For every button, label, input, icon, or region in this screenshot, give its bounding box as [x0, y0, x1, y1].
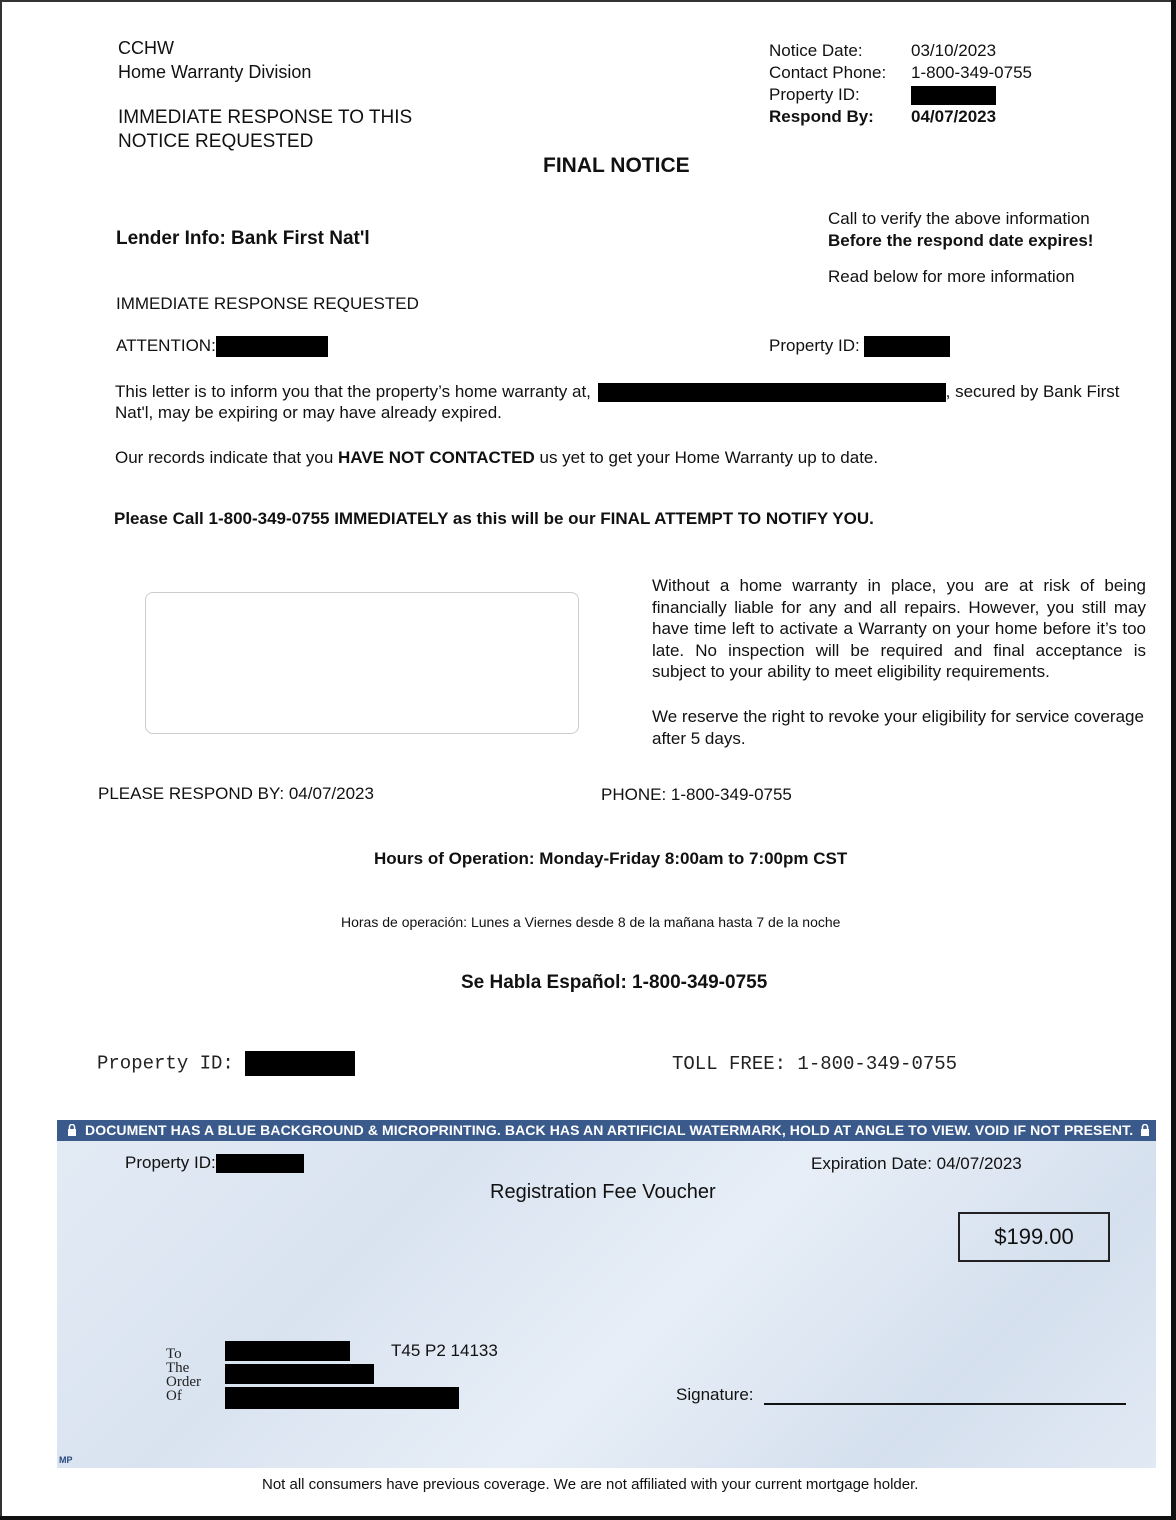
property-id-label-2: Property ID: [769, 336, 860, 355]
p2-emphasis: HAVE NOT CONTACTED [338, 448, 535, 467]
pay-to-order-label [166, 1347, 201, 1403]
page-edge-top [0, 0, 1176, 2]
registration-voucher [57, 1120, 1156, 1468]
p1-text-a: This letter is to inform you that the property’s home warranty at, [115, 382, 591, 401]
verify-block [828, 208, 1093, 288]
redacted-stub-property-id [245, 1051, 355, 1076]
redacted-recipient [216, 336, 328, 357]
stub-property-id-label: Property ID: [97, 1052, 234, 1075]
page-title: FINAL NOTICE [543, 154, 690, 177]
lender-info: Lender Info: Bank First Nat'l [116, 228, 370, 249]
property-id-label: Property ID: [769, 85, 860, 104]
redacted-property-id-2 [864, 336, 950, 357]
notice-info [769, 40, 1032, 128]
address-window [145, 592, 579, 734]
risk-paragraph: Without a home warranty in place, you are at risk of being financially liable for any and all repairs. However, you still may have time left to activate a Warranty on your home before it’s too late. No inspection will be required and final acceptance is subject to your ability to meet eligibility requirements. [652, 576, 1146, 681]
lock-icon [67, 1124, 77, 1136]
micro-print-mark: MP [59, 1455, 73, 1465]
attention-line [116, 336, 328, 357]
page-edge-right [1171, 0, 1176, 1520]
stub-toll-free: TOLL FREE: 1-800-349-0755 [672, 1053, 958, 1075]
respond-by-line: PLEASE RESPOND BY: 04/07/2023 [98, 784, 374, 803]
paragraph-records [115, 447, 1150, 468]
voucher-property-id [125, 1153, 304, 1173]
revoke-paragraph: We reserve the right to revoke your eligibility for service coverage after 5 days. [652, 707, 1144, 748]
security-band-text: DOCUMENT HAS A BLUE BACKGROUND & MICROPRINTING. BACK HAS AN ARTIFICIAL WATERMARK, HOLD AT ANGLE TO VIEW. VOID IF NOT PRESENT. [85, 1122, 1134, 1138]
contact-phone-label: Contact Phone: [769, 63, 887, 82]
page-edge-left [0, 0, 2, 1520]
verify-line-1: Call to verify the above information [828, 209, 1090, 228]
order-label: Order [166, 1374, 201, 1390]
immediate-notice [118, 106, 412, 154]
voucher-title: Registration Fee Voucher [490, 1181, 716, 1203]
page-edge-bottom [0, 1516, 1176, 1520]
stub-property-id [97, 1051, 355, 1076]
the-label: The [166, 1360, 190, 1376]
of-label: Of [166, 1388, 182, 1404]
signature-label: Signature: [676, 1385, 754, 1404]
redacted-payee-line-2 [225, 1364, 374, 1384]
lock-icon [1140, 1124, 1150, 1136]
notice-date-label: Notice Date: [769, 41, 863, 60]
footer-disclaimer: Not all consumers have previous coverage. We are not affiliated with your current mortgage holder. [262, 1476, 919, 1493]
spanish-phone: Se Habla Español: 1-800-349-0755 [461, 972, 768, 993]
p2-text-c: us yet to get your Home Warranty up to date. [534, 448, 879, 467]
redacted-voucher-property-id [216, 1154, 304, 1173]
verify-line-2: Before the respond date expires! [828, 231, 1094, 250]
to-label: To [166, 1346, 182, 1362]
property-id-line [769, 336, 950, 357]
respond-by-label: Respond By: [769, 107, 874, 126]
p1-text-b: , secured by Bank First [945, 382, 1120, 401]
voucher-property-id-label: Property ID: [125, 1153, 216, 1172]
security-band [57, 1120, 1156, 1141]
immediate-response: IMMEDIATE RESPONSE REQUESTED [116, 294, 419, 313]
redacted-payee-line-1 [225, 1341, 350, 1361]
attention-label: ATTENTION: [116, 336, 216, 355]
signature-line [764, 1403, 1126, 1405]
redacted-property-id [911, 86, 996, 105]
call-immediately-line: Please Call 1-800-349-0755 IMMEDIATELY as this will be our FINAL ATTEMPT TO NOTIFY YOU. [114, 509, 874, 528]
voucher-code: T45 P2 14133 [391, 1341, 498, 1360]
paragraph-warranty [115, 381, 1150, 423]
hours-of-operation: Hours of Operation: Monday-Friday 8:00am to 7:00pm CST [374, 849, 848, 868]
voucher-amount: $199.00 [958, 1212, 1110, 1262]
phone-line: PHONE: 1-800-349-0755 [601, 785, 792, 804]
immediate-line-2: NOTICE REQUESTED [118, 131, 314, 152]
p1-text-c: Nat'l, may be expiring or may have already expired. [115, 403, 502, 423]
hours-spanish: Horas de operación: Lunes a Viernes desde 8 de la mañana hasta 7 de la noche [341, 914, 841, 930]
sender-block [118, 36, 311, 84]
notice-date-value: 03/10/2023 [911, 41, 997, 60]
redacted-payee-line-3 [225, 1387, 459, 1409]
p2-text-a: Our records indicate that you [115, 448, 339, 467]
redacted-address [598, 383, 946, 402]
respond-by-value: 04/07/2023 [911, 107, 997, 126]
expiration-date: Expiration Date: 04/07/2023 [811, 1154, 1022, 1173]
company-name: CCHW [118, 38, 174, 58]
immediate-line-1: IMMEDIATE RESPONSE TO THIS [118, 107, 413, 128]
contact-phone-value: 1-800-349-0755 [911, 63, 1032, 82]
division-name: Home Warranty Division [118, 62, 312, 82]
verify-line-3: Read below for more information [828, 267, 1075, 286]
